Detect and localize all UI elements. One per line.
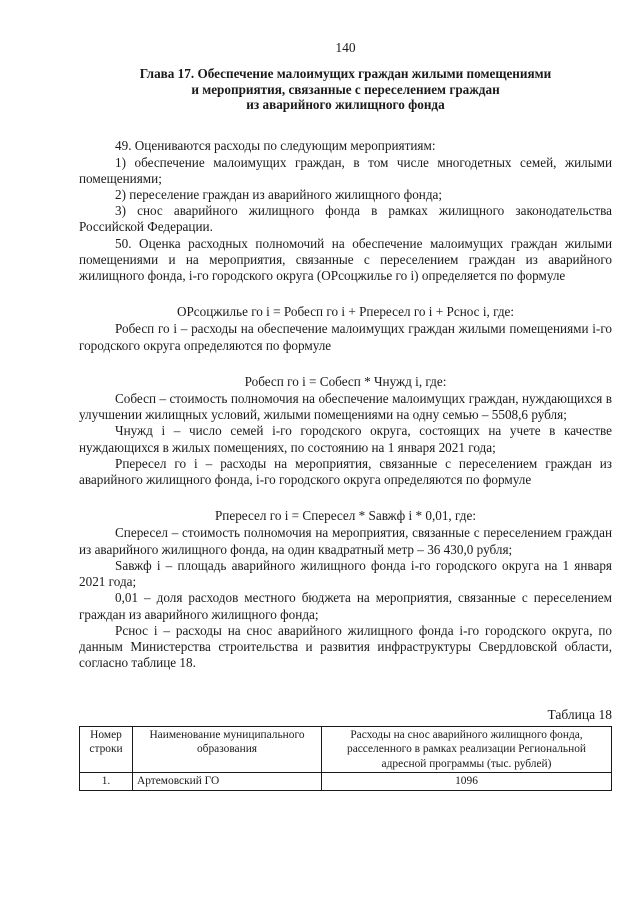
paragraph: 2) переселение граждан из аварийного жилищного фонда;: [115, 187, 443, 203]
paragraph: 50. Оценка расходных полномочий на обеспечение малоимущих граждан жилыми помещениями и на мероприятия, связанные с переселением граждан из аварийного жилищного фонда, i-го городского округа (ОРсоцжилье го i) определяется по формуле: [79, 235, 612, 284]
chapter-title: [79, 66, 612, 112]
table-header-row: [80, 726, 612, 773]
formula-description: Спересел – стоимость полномочия на мероприятия, связанные с переселением граждан из аварийного жилищного фонда, на один квадратный метр – 36 430,0 рубля;: [79, 525, 612, 557]
column-header: Номер строки: [80, 726, 133, 773]
table-cell: 1.: [80, 773, 133, 791]
formula-description: Рснос i – расходы на снос аварийного жилищного фонда i-го городского округа, по данным Министерства строительства и развития инфраструктуры Свердловской области, согласно таблице 18.: [79, 622, 612, 671]
table-row: [80, 773, 612, 791]
table-caption: Таблица 18: [547, 707, 612, 723]
formula: ОРсоцжилье го i = Робесп го i + Рпересел го i + Рснос i, где:: [176, 304, 515, 320]
column-header: Расходы на снос аварийного жилищного фонда, расселенного в рамках реализации Региональной адресной программы (тыс. рублей): [322, 726, 612, 773]
chapter-title-line: и мероприятия, связанные с переселением граждан: [191, 81, 500, 97]
column-header: Наименование муниципального образования: [133, 726, 322, 773]
data-table: [79, 726, 612, 791]
formula-description: Рпересел го i – расходы на мероприятия, связанные с переселением граждан из аварийного жилищного фонда, i-го городского округа определяются по формуле: [79, 455, 612, 488]
formula-description: Робесп го i – расходы на обеспечение малоимущих граждан жилыми помещениями i-го городского округа определяются по формуле: [79, 321, 612, 353]
chapter-title-line: Глава 17. Обеспечение малоимущих граждан жилыми помещениями: [139, 66, 552, 82]
document-page: [79, 40, 612, 791]
table-cell: 1096: [322, 773, 612, 791]
paragraph: 3) снос аварийного жилищного фонда в рамках жилищного законодательства Российской Федерации.: [79, 203, 612, 235]
formula-description: 0,01 – доля расходов местного бюджета на мероприятия, связанные с переселением граждан из аварийного жилищного фонда;: [79, 590, 612, 622]
paragraph: 49. Оцениваются расходы по следующим мероприятиям:: [115, 138, 436, 154]
paragraph: 1) обеспечение малоимущих граждан, в том числе многодетных семей, жилыми помещениями;: [79, 154, 612, 186]
formula: Рпересел го i = Спересел * Sавжф i * 0,01, где:: [214, 508, 477, 524]
formula-description: Собесп – стоимость полномочия на обеспечение малоимущих граждан, нуждающихся в улучшении жилищных условий, жилыми помещениями на одну семью – 5508,6 рубля;: [79, 391, 612, 423]
formula: Робесп го i = Собесп * Чнужд i, где:: [244, 373, 447, 389]
page-number: 140: [335, 40, 356, 55]
table-cell: Артемовский ГО: [133, 773, 322, 791]
formula-description: Sавжф i – площадь аварийного жилищного фонда i-го городского округа на 1 января 2021 года;: [79, 557, 612, 590]
chapter-title-line: из аварийного жилищного фонда: [246, 97, 445, 113]
formula-description: Чнужд i – число семей i-го городского округа, состоящих на учете в качестве нуждающихся в жилых помещениях, по состоянию на 1 января 2021 года;: [79, 423, 612, 455]
